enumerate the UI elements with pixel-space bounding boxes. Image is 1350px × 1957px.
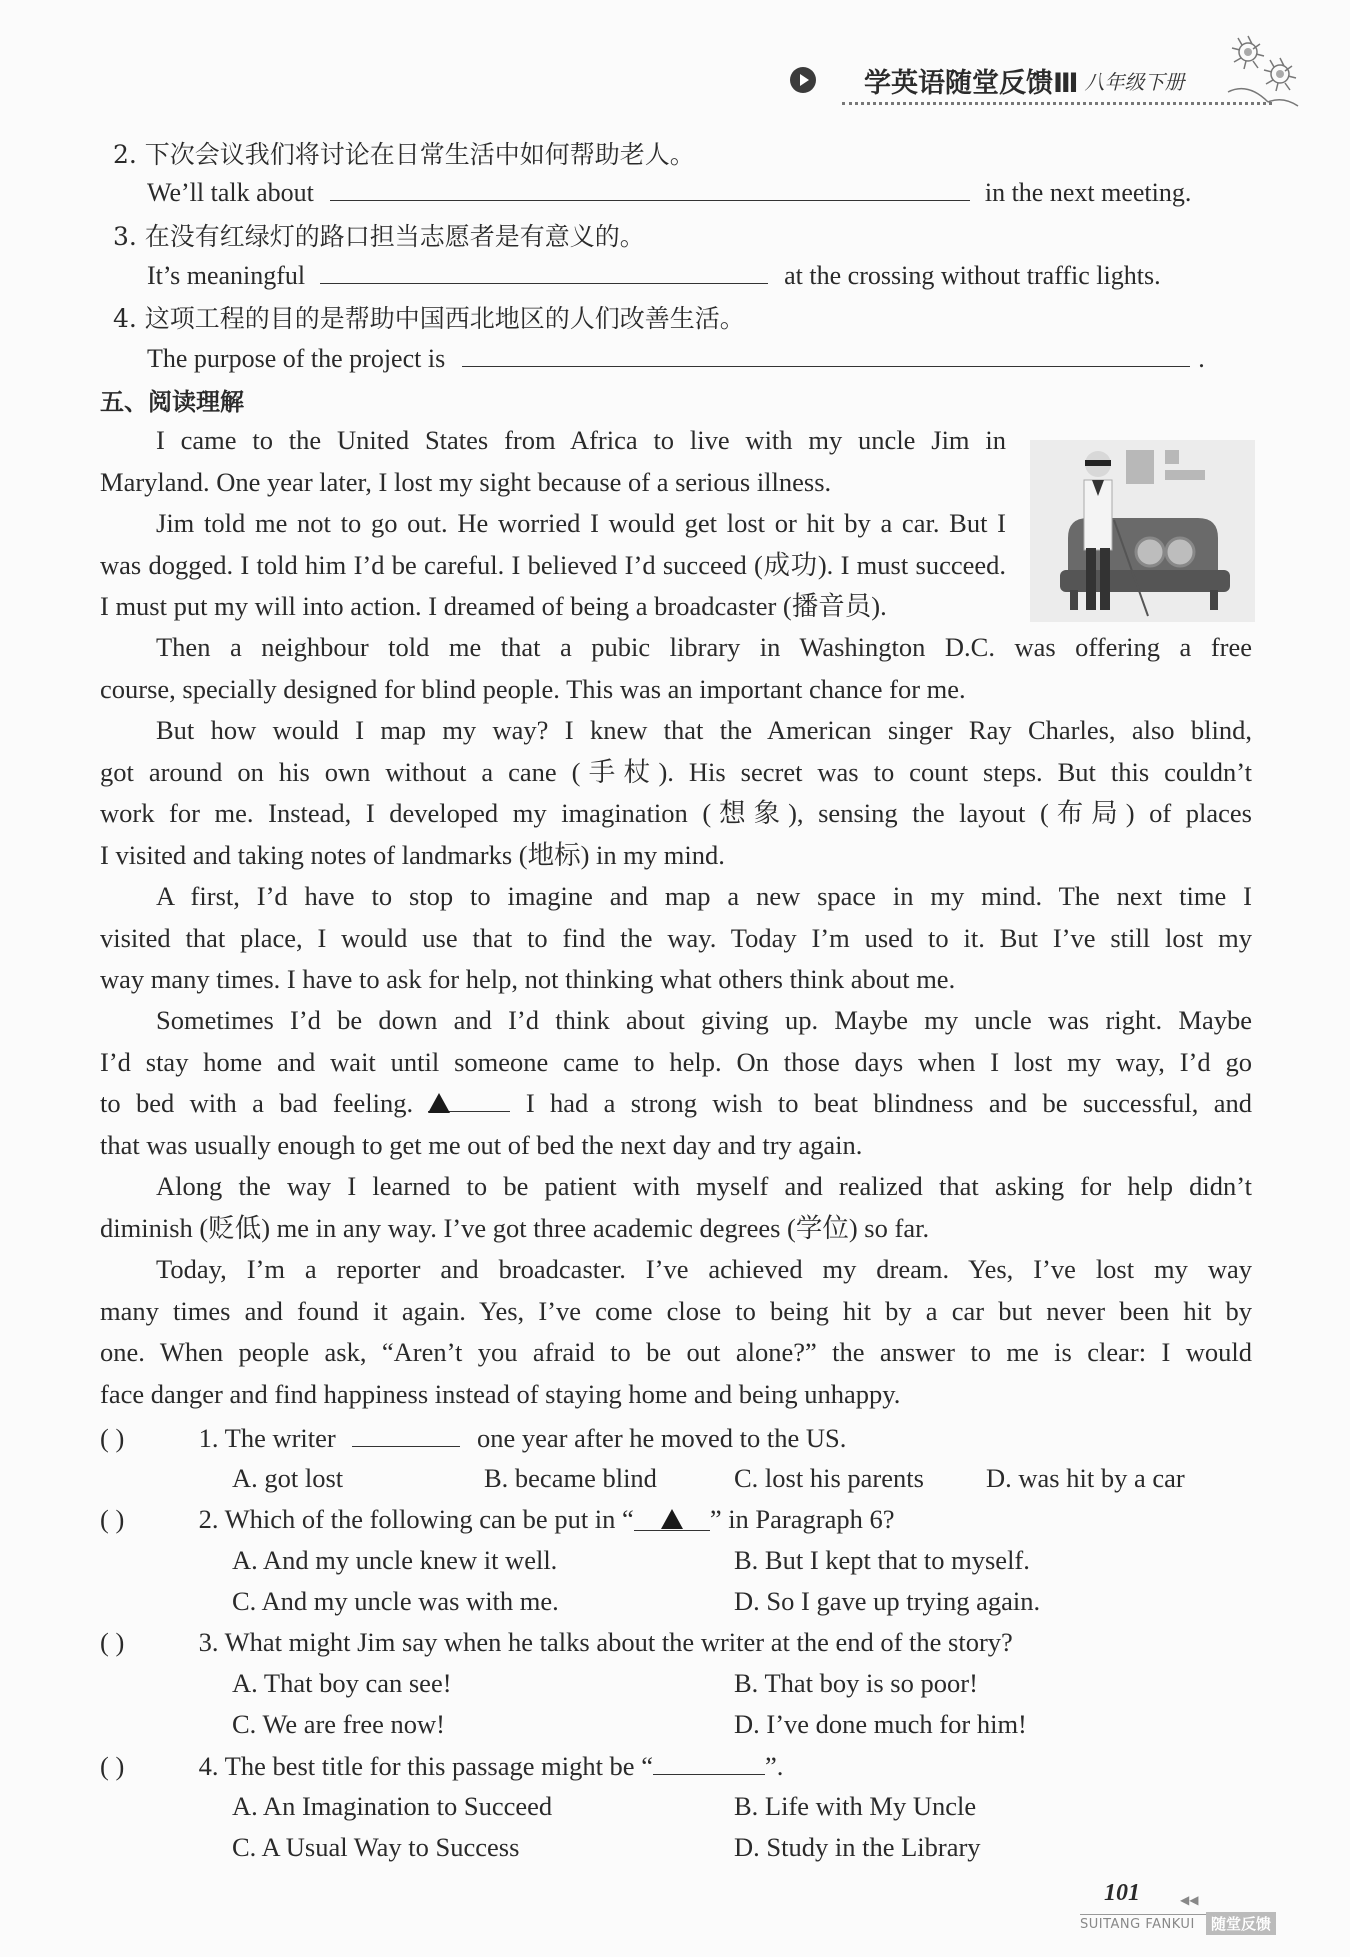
- paragraph-1: [100, 420, 1006, 503]
- p6-line-3: [100, 1083, 1252, 1125]
- question-2-gap: [634, 1502, 710, 1531]
- q1-option-a[interactable]: A. got lost: [232, 1463, 344, 1493]
- translation-4-blank[interactable]: [462, 340, 1190, 367]
- q3-option-d[interactable]: D. I’ve done much for him!: [734, 1709, 1027, 1739]
- p7-line-2: diminish (贬低) me in any way. I’ve got three academic degrees (学位) so far.: [100, 1212, 930, 1243]
- book-title: 学英语随堂反馈Ⅲ: [864, 67, 1079, 99]
- footer-brand-badge: 随堂反馈: [1206, 1912, 1276, 1935]
- question-2-stem-start: 2. Which of the following can be put in “: [198, 1504, 634, 1534]
- p6-line-4: that was usually enough to get me out of bed the next day and try again.: [100, 1129, 863, 1160]
- paragraph-6-gap[interactable]: [428, 1083, 510, 1112]
- q1-option-b[interactable]: B. became blind: [484, 1463, 657, 1493]
- question-1: [100, 1420, 846, 1455]
- q2-option-c[interactable]: C. And my uncle was with me.: [232, 1586, 559, 1616]
- p6-line-3-start: to bed with a bad feeling.: [100, 1088, 414, 1118]
- p1-line-1: I came to the United States from Africa to live with my uncle Jim in: [156, 425, 1006, 455]
- p4-line-3: work for me. Instead, I developed my imagination (想象), sensing the layout (布局) of places: [100, 798, 1252, 828]
- translation-3-suffix: at the crossing without traffic lights.: [784, 261, 1161, 290]
- translation-2-suffix: in the next meeting.: [984, 178, 1192, 207]
- q3-option-b[interactable]: B. That boy is so poor!: [734, 1668, 978, 1698]
- question-4: [100, 1748, 783, 1783]
- paragraph-8: [100, 1249, 1252, 1415]
- translation-3-blank[interactable]: [320, 257, 768, 284]
- q2-option-d[interactable]: D. So I gave up trying again.: [734, 1586, 1041, 1616]
- translation-4-chinese: 4. 这项工程的目的是帮助中国西北地区的人们改善生活。: [113, 304, 745, 333]
- p2-line-3: I must put my will into action. I dreamed of being a broadcaster (播音员).: [100, 591, 887, 621]
- q4-option-c[interactable]: C. A Usual Way to Success: [232, 1832, 520, 1862]
- page-arrow-icon: ◀◀: [1180, 1893, 1199, 1907]
- book-subtitle: 八年级下册: [1084, 69, 1185, 94]
- p6-line-3-end: I had a strong wish to beat blindness and be successful, and: [525, 1088, 1253, 1118]
- p4-line-2: got around on his own without a cane (手杖). His secret was to count steps. But this couldn’t: [100, 756, 1252, 787]
- triangle-gap-icon: [661, 1509, 683, 1529]
- paragraph-4: [100, 710, 1252, 876]
- translation-3-prefix: It’s meaningful: [147, 261, 306, 290]
- paragraph-5: [100, 876, 1252, 1001]
- p8-line-2: many times and found it again. Yes, I’ve come close to being hit by a car but never been hit by: [100, 1295, 1252, 1326]
- p8-line-3: one. When people ask, “Aren’t you afraid to be out alone?” the answer to me is clear: I would: [100, 1337, 1252, 1367]
- decorative-flower-icon: [1208, 22, 1318, 122]
- question-4-stem-end: ”.: [764, 1751, 784, 1781]
- p5-line-3: way many times. I have to ask for help, not thinking what others think about me.: [100, 964, 956, 994]
- paragraph-7: [100, 1166, 1252, 1249]
- p2-line-2: was dogged. I told him I’d be careful. I believed I’d succeed (成功). I must succeed.: [100, 549, 1006, 580]
- p5-line-1: A first, I’d have to stop to imagine and map a new space in my mind. The next time I: [156, 881, 1252, 911]
- translation-2-prefix: We’ll talk about: [147, 178, 314, 207]
- q3-option-c[interactable]: C. We are free now!: [232, 1709, 445, 1739]
- p3-line-1: Then a neighbour told me that a pubic library in Washington D.C. was offering a free: [156, 632, 1252, 662]
- q4-option-a[interactable]: A. An Imagination to Succeed: [232, 1791, 553, 1821]
- q2-option-a[interactable]: A. And my uncle knew it well.: [232, 1545, 558, 1575]
- play-icon: [790, 67, 816, 93]
- p5-line-2: visited that place, I would use that to find the way. Today I’m used to it. But I’ve still lost my: [100, 922, 1252, 953]
- p7-line-1: Along the way I learned to be patient with myself and realized that asking for help didn’t: [156, 1171, 1252, 1201]
- translation-4-suffix: .: [1198, 344, 1205, 373]
- translation-3-english: [147, 257, 1161, 293]
- answer-paren[interactable]: ( ): [100, 1423, 125, 1453]
- question-3: [100, 1625, 1013, 1659]
- p6-line-1: Sometimes I’d be down and I’d think about giving up. Maybe my uncle was right. Maybe: [156, 1005, 1252, 1035]
- q3-option-a[interactable]: A. That boy can see!: [232, 1668, 452, 1698]
- p1-line-2: Maryland. One year later, I lost my sight because of a serious illness.: [100, 466, 832, 497]
- question-1-stem-start: 1. The writer: [198, 1423, 336, 1453]
- question-2-stem-end: ” in Paragraph 6?: [709, 1504, 895, 1534]
- blind-man-illustration: [1030, 440, 1255, 622]
- answer-paren[interactable]: ( ): [100, 1751, 125, 1781]
- answer-paren[interactable]: ( ): [100, 1504, 125, 1534]
- q1-option-c[interactable]: C. lost his parents: [734, 1463, 924, 1493]
- translation-2-chinese: 2. 下次会议我们将讨论在日常生活中如何帮助老人。: [113, 140, 695, 169]
- p6-line-2: I’d stay home and wait until someone came to help. On those days when I lost my way, I’d go: [100, 1046, 1252, 1077]
- question-3-stem: 3. What might Jim say when he talks about the writer at the end of the story?: [198, 1627, 1013, 1657]
- question-4-blank: [653, 1748, 765, 1775]
- paragraph-6: [100, 1000, 1252, 1166]
- answer-paren[interactable]: ( ): [100, 1627, 125, 1657]
- page-header: [790, 62, 1185, 98]
- translation-4-english: [147, 340, 1205, 376]
- paragraph-3: [100, 627, 1252, 710]
- p4-line-1: But how would I map my way? I knew that the American singer Ray Charles, also blind,: [156, 715, 1252, 745]
- translation-2-english: [147, 174, 1191, 210]
- translation-4-prefix: The purpose of the project is: [147, 344, 446, 373]
- q4-option-b[interactable]: B. Life with My Uncle: [734, 1791, 977, 1821]
- question-1-blank: [352, 1420, 460, 1447]
- p8-line-1: Today, I’m a reporter and broadcaster. I’ve achieved my dream. Yes, I’ve lost my way: [156, 1254, 1252, 1284]
- page-number: 101: [1104, 1880, 1140, 1906]
- paragraph-2: [100, 503, 1006, 628]
- question-4-stem-start: 4. The best title for this passage might be “: [198, 1751, 653, 1781]
- triangle-gap-icon: [428, 1093, 450, 1113]
- translation-2-blank[interactable]: [330, 174, 970, 201]
- p2-line-1: Jim told me not to go out. He worried I would get lost or hit by a car. But I: [156, 508, 1006, 538]
- p3-line-2: course, specially designed for blind people. This was an important chance for me.: [100, 673, 966, 704]
- q2-option-b[interactable]: B. But I kept that to myself.: [734, 1545, 1030, 1575]
- footer-brand-pinyin: SUITANG FANKUI: [1080, 1917, 1195, 1932]
- question-1-stem-end: one year after he moved to the US.: [477, 1423, 847, 1453]
- p4-line-4: I visited and taking notes of landmarks (地标) in my mind.: [100, 839, 725, 870]
- q1-option-d[interactable]: D. was hit by a car: [986, 1463, 1185, 1493]
- translation-3-chinese: 3. 在没有红绿灯的路口担当志愿者是有意义的。: [113, 222, 645, 251]
- section-title: 五、阅读理解: [100, 388, 244, 416]
- question-2: [100, 1502, 895, 1536]
- p8-line-4: face danger and find happiness instead of staying home and being unhappy.: [100, 1378, 901, 1409]
- q4-option-d[interactable]: D. Study in the Library: [734, 1832, 981, 1862]
